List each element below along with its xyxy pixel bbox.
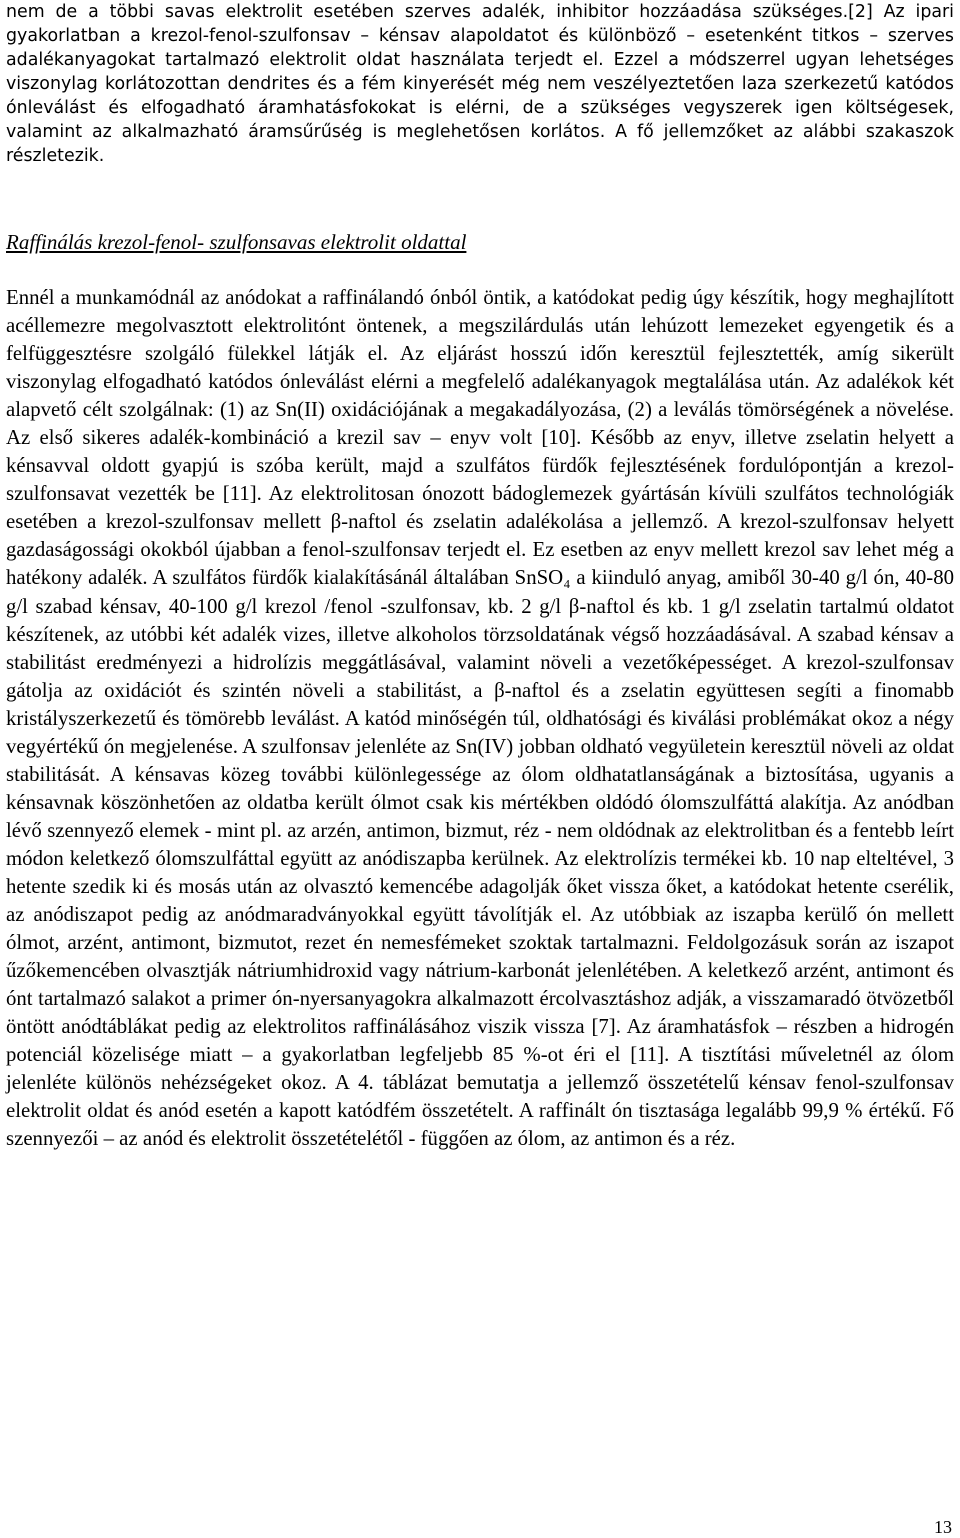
document-page	[6, 0, 954, 1151]
section-heading: Raffinálás krezol-fenol- szulfonsavas elektrolit oldattal	[6, 230, 467, 254]
page-number: 13	[934, 1517, 952, 1537]
body-paragraph-1: nem de a többi savas elektrolit esetében szerves adalék, inhibitor hozzáadása szükséges.[2] Az ipari gyakorlatban a krezol-fenol-szulfonsav – kénsav alapoldatot és különböző – esetenként titkos – szerves adalékanyagokat tartalmazó elektrolit oldat használata terjedt el. Ezzel a módszerrel ugyan lehetséges viszonylag korlátozottan dendrites és a fém kinyerését még nem veszélyeztetően laza szerkezetű katódos ónleválást és elfogadható áramhatásfokokat is elérni, de a szükséges vegyszerek igen költségesek, valamint az alkalmazható áramsűrűség is meglehetősen korlátos. A fő jellemzőket az alábbi szakaszok részletezik.	[6, 2, 954, 166]
body-paragraph-2: Ennél a munkamódnál az anódokat a raffinálandó ónból öntik, a katódokat pedig úgy készítik, hogy meghajlított acéllemezre megolvasztott elektrolitónt öntenek, a megszilárdulás után lehúzott lemezeket egyengetik és a felfüggesztésre szolgáló fülekkel látják el. Az eljárást hosszú időn keresztül fejlesztették, amíg sikerült viszonylag elfogadható katódos ónleválást elérni a megfelelő adalékanyagok megtalálása után. Az adalékok két alapvető célt szolgálnak: (1) az Sn(II) oxidációjának a megakadályozása, (2) a leválás tömörségének a növelése. Az első sikeres adalék-kombináció a krezil sav – enyv volt [10]. Később az enyv, illetve zselatin helyett a kénsavval oldott gyapjú is szóba került, majd a szulfátos fürdők fejlesztésének fordulópontján a krezol-szulfonsavat vezették be [11]. Az elektrolitosan ónozott bádoglemezek gyártásán kívüli szulfátos technológiák esetében a krezol-szulfonsav mellett β-naftol és zselatin adalékolása a jellemző. A krezol-szulfonsav helyett gazdaságossági okokból újabban a fenol-szulfonsav terjedt el. Ez esetben az enyv mellett krezol sav lehet még a hatékony adalék. A szulfátos fürdők kialakításánál általában SnSO₄ a kiinduló anyag, amiből 30-40 g/l ón, 40-80 g/l szabad kénsav, 40-100 g/l krezol /fenol -szulfonsav, kb. 2 g/l β-naftol és kb. 1 g/l zselatin tartalmú oldatot készítenek, az utóbbi két adalék vizes, illetve alkoholos törzsoldatának végső hozzáadásával. A szabad kénsav a stabilitást eredményezi a hidrolízis meggátlásával, valamint növeli a vezetőképességet. A krezol-szulfonsav gátolja az oxidációt és szintén növeli a stabilitást, a β-naftol és a zselatin együttesen segíti a finomabb kristályszerkezetű és tömörebb leválást. A katód minőségén túl, oldhatósági és kiválási problémákat okoz a négy vegyértékű ón megjelenése. A szulfonsav jelenléte az Sn(IV) jobban oldható vegyületein keresztül növeli az oldat stabilitását. A kénsavas közeg további különlegessége az ólom oldhatatlanságának a biztosítása, ugyanis a kénsavnak köszönhetően az oldatba került ólmot csak kis mértékben oldódó ólomszulfáttá alakítja. Az anódban lévő szennyező elemek - mint pl. az arzén, antimon, bizmut, réz - nem oldódnak az elektrolitban és a fentebb leírt módon keletkező ólomszulfáttal együtt az anódiszapba kerülnek. Az elektrolízis termékei kb. 10 nap elteltével, 3 hetente szedik ki és mosás után az olvasztó kemencébe adagolják őket vissza őket, a katódokat hetente cserélik, az anódiszapot pedig az anódmaradványokkal együtt távolítják el. Az utóbbiak az iszapba kerülő ón mellett ólmot, arzént, antimont, bizmutot, rezet én nemesfémeket szoktak tartalmazni. Feldolgozásuk során az iszapot űzőkemencében olvasztják nátriumhidroxid vagy nátrium-karbonát jelenlétében. A keletkező arzént, antimont és ónt tartalmazó salakot a primer ón-nyersanyagokra alkalmazott ércolvasztáshoz adják, a visszamaradó ötvözetből öntött anódtáblákat pedig az elektrolitos raffinálásához viszik vissza [7]. Az áramhatásfok – részben a hidrogén potenciál közelisége miatt – a gyakorlatban legfeljebb 85 %-ot éri el [11]. A tisztítási műveletnél az ólom jelenléte különös nehézségeket okoz. A 4. táblázat bemutatja a jellemző összetételű kénsav fenol-szulfonsav elektrolit oldat és anód esetén a kapott katódfém összetételt. A raffinált ón tisztasága legalább 99,9 % értékű. Fő szennyezői – az anód és elektrolit összetételétől - függően az ólom, az antimon és a réz.	[6, 286, 954, 1151]
